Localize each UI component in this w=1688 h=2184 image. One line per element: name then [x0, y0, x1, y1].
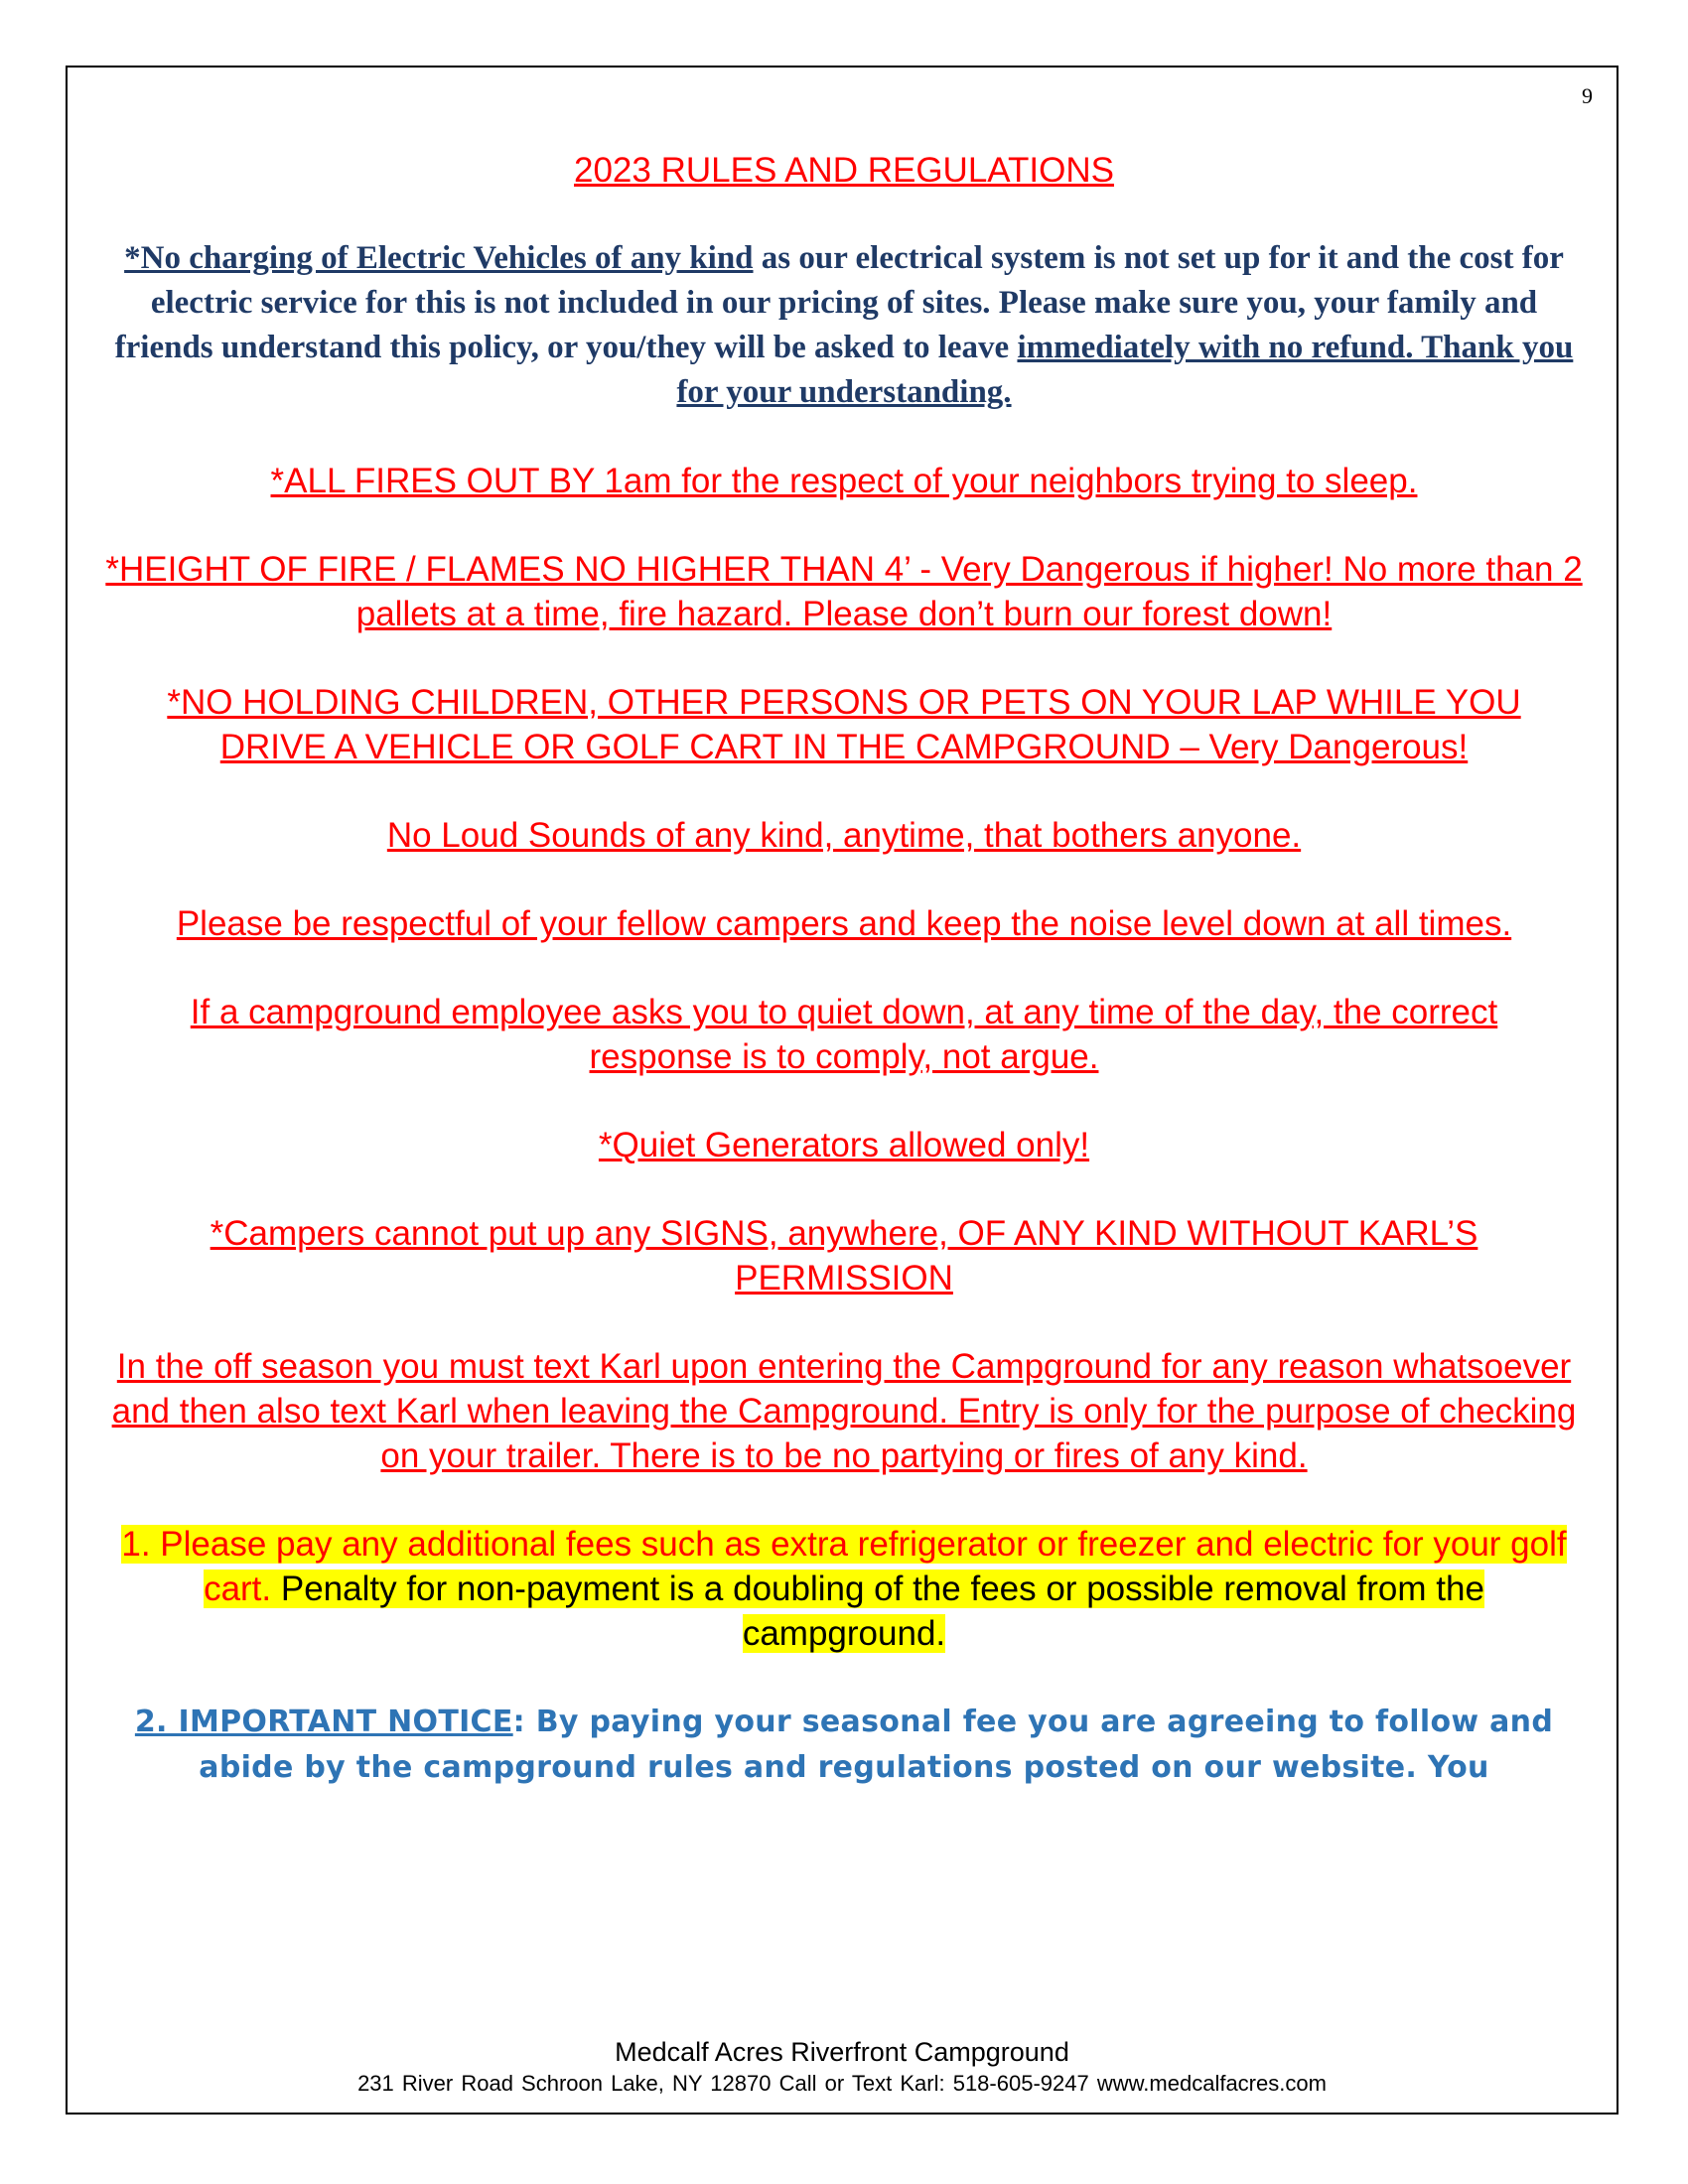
rule-no-lap-driving: *NO HOLDING CHILDREN, OTHER PERSONS OR PETS ON YOUR LAP WHILE YOU DRIVE A VEHICLE OR GOLF CART IN THE CAMPGROUND – Very Dangerous!: [167, 683, 1521, 766]
footer-website: www.medcalfacres.com: [1096, 2071, 1327, 2096]
footer-contact-line: [66, 2069, 1618, 2099]
rule-fires-out: *ALL FIRES OUT BY 1am for the respect of your neighbors trying to sleep.: [270, 462, 1418, 500]
page-number: 9: [1582, 83, 1593, 108]
fees-notice-penalty: Penalty for non-payment is a doubling of the fees or possible removal from the campground.: [271, 1570, 1484, 1653]
rule-off-season: In the off season you must text Karl upon entering the Campground for any reason whatsoever and then also text Karl when leaving the Campground. Entry is only for the purpose of checking on your trailer. There is to be no partying or fires of any kind.: [111, 1347, 1577, 1475]
rule-no-loud-sounds: No Loud Sounds of any kind, anytime, that bothers anyone.: [386, 816, 1302, 855]
footer-address: 231 River Road Schroon Lake, NY 12870: [357, 2071, 772, 2096]
important-notice-heading: 2. IMPORTANT NOTICE: [134, 1705, 513, 1739]
rule-quiet-generators: *Quiet Generators allowed only!: [598, 1126, 1090, 1164]
fees-notice-request: 1. Please pay any additional fees such as extra refrigerator or freezer and electric for your golf cart.: [121, 1525, 1567, 1608]
document-body: [99, 149, 1589, 1791]
page-footer: [66, 2035, 1618, 2099]
ev-policy-tail: immediately with no refund. Thank you for your understanding.: [676, 330, 1574, 410]
page-title: 2023 RULES AND REGULATIONS: [574, 151, 1114, 190]
fees-notice: [99, 1522, 1589, 1656]
ev-policy-lead: *No charging of Electric Vehicles of any kind: [124, 240, 754, 276]
rule-comply-employee: If a campground employee asks you to quiet down, at any time of the day, the correct response is to comply, not argue.: [190, 993, 1498, 1076]
footer-phone: Call or Text Karl: 518-605-9247: [778, 2071, 1089, 2096]
footer-campground-name: Medcalf Acres Riverfront Campground: [615, 2037, 1069, 2067]
rule-no-signs: *Campers cannot put up any SIGNS, anywhere, OF ANY KIND WITHOUT KARL’S PERMISSION: [210, 1214, 1478, 1297]
ev-policy-body: as our electrical system is not set up for it and the cost for electric service for this is not included in our pricing of sites. Please make sure you, your family and friends understand this policy, or you/they will be asked to leave: [114, 240, 1564, 365]
important-notice-text: : By paying your seasonal fee you are agreeing to follow and abide by the campground rules and regulations posted on our website. You: [199, 1705, 1554, 1785]
ev-policy-paragraph: [99, 236, 1589, 415]
rule-respect-noise: Please be respectful of your fellow campers and keep the noise level down at all times.: [176, 904, 1512, 943]
rule-fire-height: *HEIGHT OF FIRE / FLAMES NO HIGHER THAN 4’ - Very Dangerous if higher! No more than 2 pallets at a time, fire hazard. Please don’t burn our forest down!: [105, 550, 1583, 633]
important-notice: [99, 1700, 1589, 1791]
